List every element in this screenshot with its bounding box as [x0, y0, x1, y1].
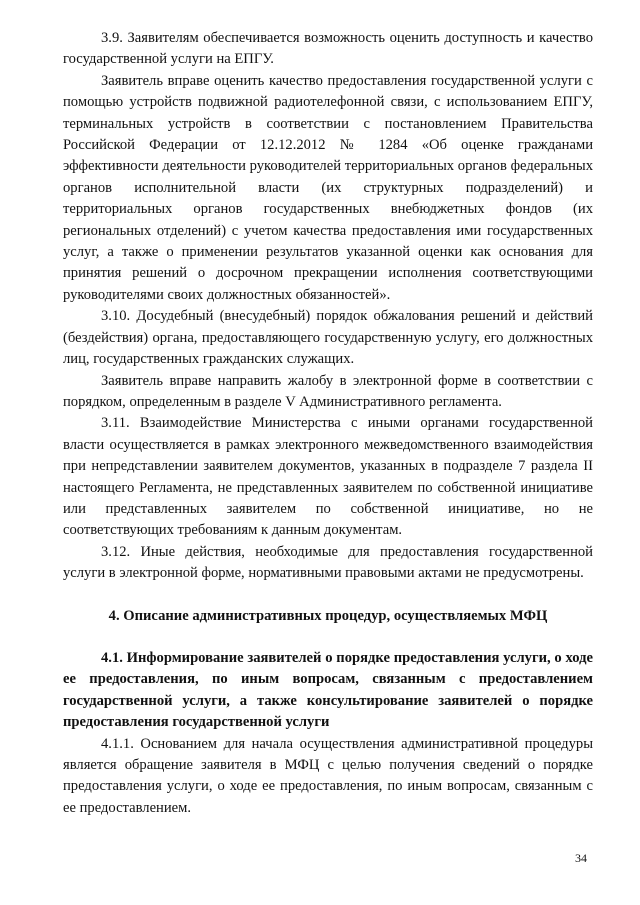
subsection-4-1-heading: 4.1. Информирование заявителей о порядке предоставления услуги, о ходе ее предоставления, по иным вопросам, связанным с предоставлением государственной услуги, а также консультирование заявителей о порядке предоставления государственной услуги: [63, 649, 593, 731]
paragraph-3-12: 3.12. Иные действия, необходимые для предоставления государственной услуги в электронной форме, нормативными правовыми актами не предусмотрены.: [63, 543, 593, 582]
paragraph-4-1-1: 4.1.1. Основанием для начала осуществления административной процедуры является обращение заявителя в МФЦ с целью получения сведений о порядке предоставления услуги, о ходе ее предоставления, по иным вопросам, связанным с ее предоставлением.: [63, 735, 593, 816]
paragraph-3-10-complaint: Заявитель вправе направить жалобу в электронной форме в соответствии с порядком, определенным в разделе V Административного регламента.: [63, 372, 593, 410]
spacer: [63, 585, 593, 606]
paragraph-3-9-rating: Заявитель вправе оценить качество предоставления государственной услуги с помощью устройств подвижной радиотелефонной связи, с использованием ЕПГУ, терминальных устройств в соответствии с постановлением Правительства Российской Федерации от 12.12.2012 № 1284 «Об оценке гражданами эффективности деятельности руководителей территориальных органов федеральных органов исполнительной власти (их структурных подразделений) и территориальных органов государственных внебюджетных фондов (их региональных отделений) с учетом качества предоставления ими государственных услуг, а также о применении результатов указанной оценки как основания для принятия решений о досрочном прекращении исполнения соответствующими руководителями своих должностных обязанностей».: [63, 72, 593, 303]
document-body: [63, 28, 593, 819]
spacer: [63, 627, 593, 648]
paragraph-3-11: 3.11. Взаимодействие Министерства с иными органами государственной власти осуществляется в рамках электронного межведомственного взаимодействия при непредставлении заявителем документов, указанных в подразделе 7 раздела II настоящего Регламента, не представленных заявителем по собственной инициативе или представленных заявителем по собственной инициативе, но не соответствующих требованиям к данным документам.: [63, 415, 593, 539]
paragraph-3-9: 3.9. Заявителям обеспечивается возможность оценить доступность и качество государственной услуги на ЕПГУ.: [63, 30, 593, 68]
section-4-heading: 4. Описание административных процедур, осуществляемых МФЦ: [108, 607, 548, 624]
paragraph-3-10: 3.10. Досудебный (внесудебный) порядок обжалования решений и действий (бездействия) органа, предоставляющего государственную услугу, его должностных лиц, государственных гражданских служащих.: [63, 308, 593, 368]
page-number: 34: [575, 851, 587, 865]
